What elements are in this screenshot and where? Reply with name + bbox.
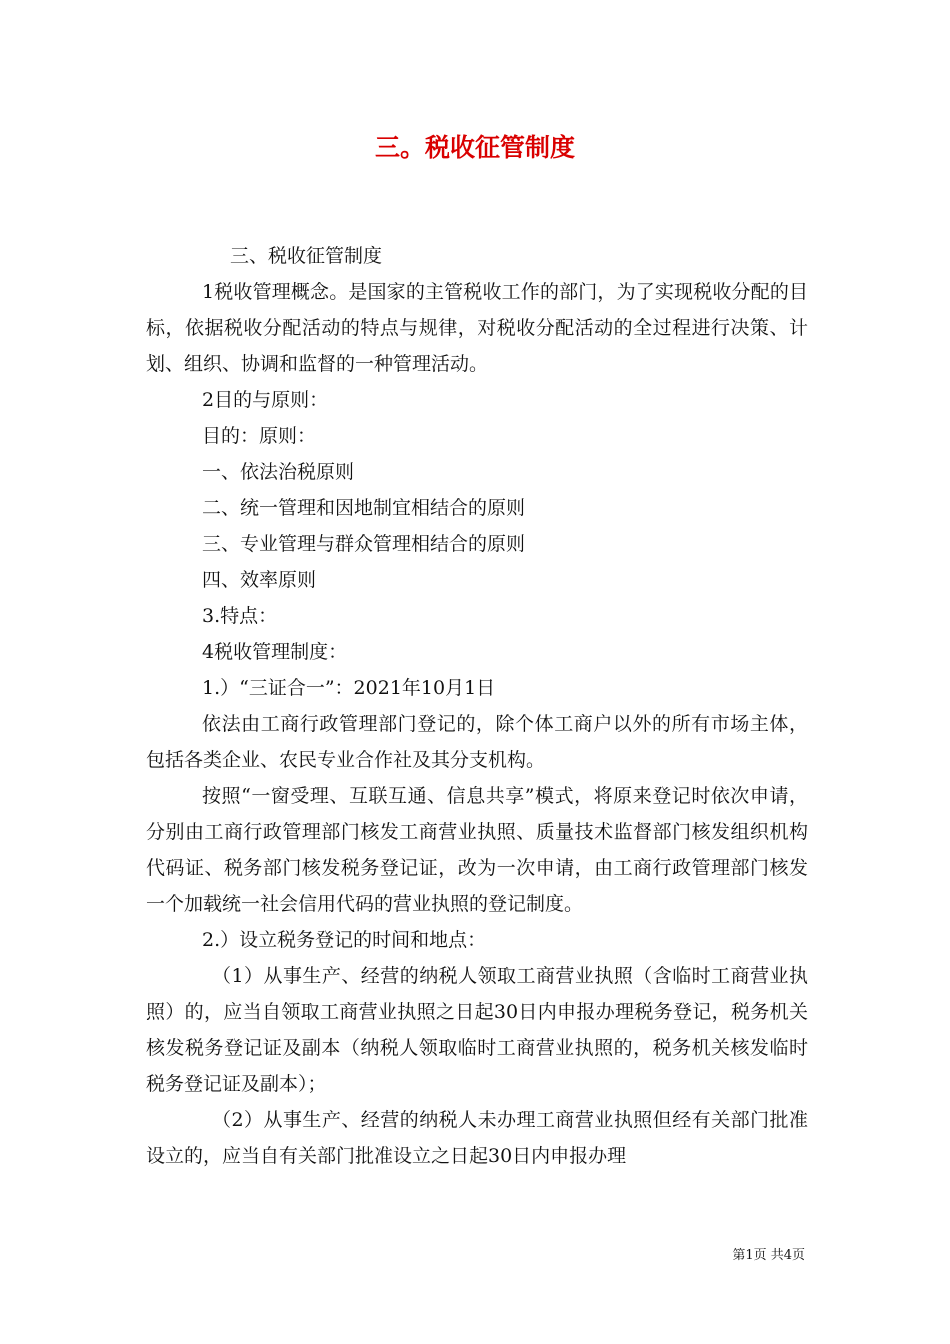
paragraph: 1税收管理概念。是国家的主管税收工作的部门，为了实现税收分配的目标，依据税收分配活动的特点与规律，对税收分配活动的全过程进行决策、计划、组织、协调和监督的一种管理活动。 — [146, 281, 808, 375]
document-title: 三。税收征管制度 — [374, 133, 575, 162]
paragraph: （1）从事生产、经营的纳税人领取工商营业执照（含临时工商营业执照）的，应当自领取工商营业执照之日起30日内申报办理税务登记，税务机关核发税务登记证及副本（纳税人领取临时工商营业执照的，税务机关核发临时税务登记证及副本）； — [146, 965, 808, 1095]
list-item: 三、专业管理与群众管理相结合的原则 — [202, 533, 526, 555]
document-body — [146, 238, 808, 1174]
paragraph: 4税收管理制度： — [202, 641, 348, 663]
paragraph: 2.）设立税务登记的时间和地点： — [202, 929, 487, 951]
paragraph: （2）从事生产、经营的纳税人未办理工商营业执照但经有关部门批准设立的，应当自有关部门批准设立之日起30日内申报办理 — [146, 1109, 808, 1167]
page-number: 第1页 共4页 — [732, 1248, 805, 1263]
list-item: 一、依法治税原则 — [202, 461, 355, 483]
paragraph: 按照“一窗受理、互联互通、信息共享”模式，将原来登记时依次申请，分别由工商行政管理部门核发工商营业执照、质量技术监督部门核发组织机构代码证、税务部门核发税务登记证，改为一次申请，由工商行政管理部门核发一个加载统一社会信用代码的营业执照的登记制度。 — [146, 785, 808, 915]
paragraph: 目的：原则： — [202, 425, 317, 447]
paragraph: 3.特点： — [202, 605, 278, 627]
paragraph: 1.）“三证合一”：2021年10月1日 — [202, 677, 496, 699]
list-item: 二、统一管理和因地制宜相结合的原则 — [202, 497, 526, 519]
section-heading: 三、税收征管制度 — [230, 245, 383, 267]
paragraph: 2目的与原则： — [202, 389, 329, 411]
list-item: 四、效率原则 — [202, 569, 317, 591]
paragraph: 依法由工商行政管理部门登记的，除个体工商户以外的所有市场主体，包括各类企业、农民专业合作社及其分支机构。 — [146, 713, 808, 771]
